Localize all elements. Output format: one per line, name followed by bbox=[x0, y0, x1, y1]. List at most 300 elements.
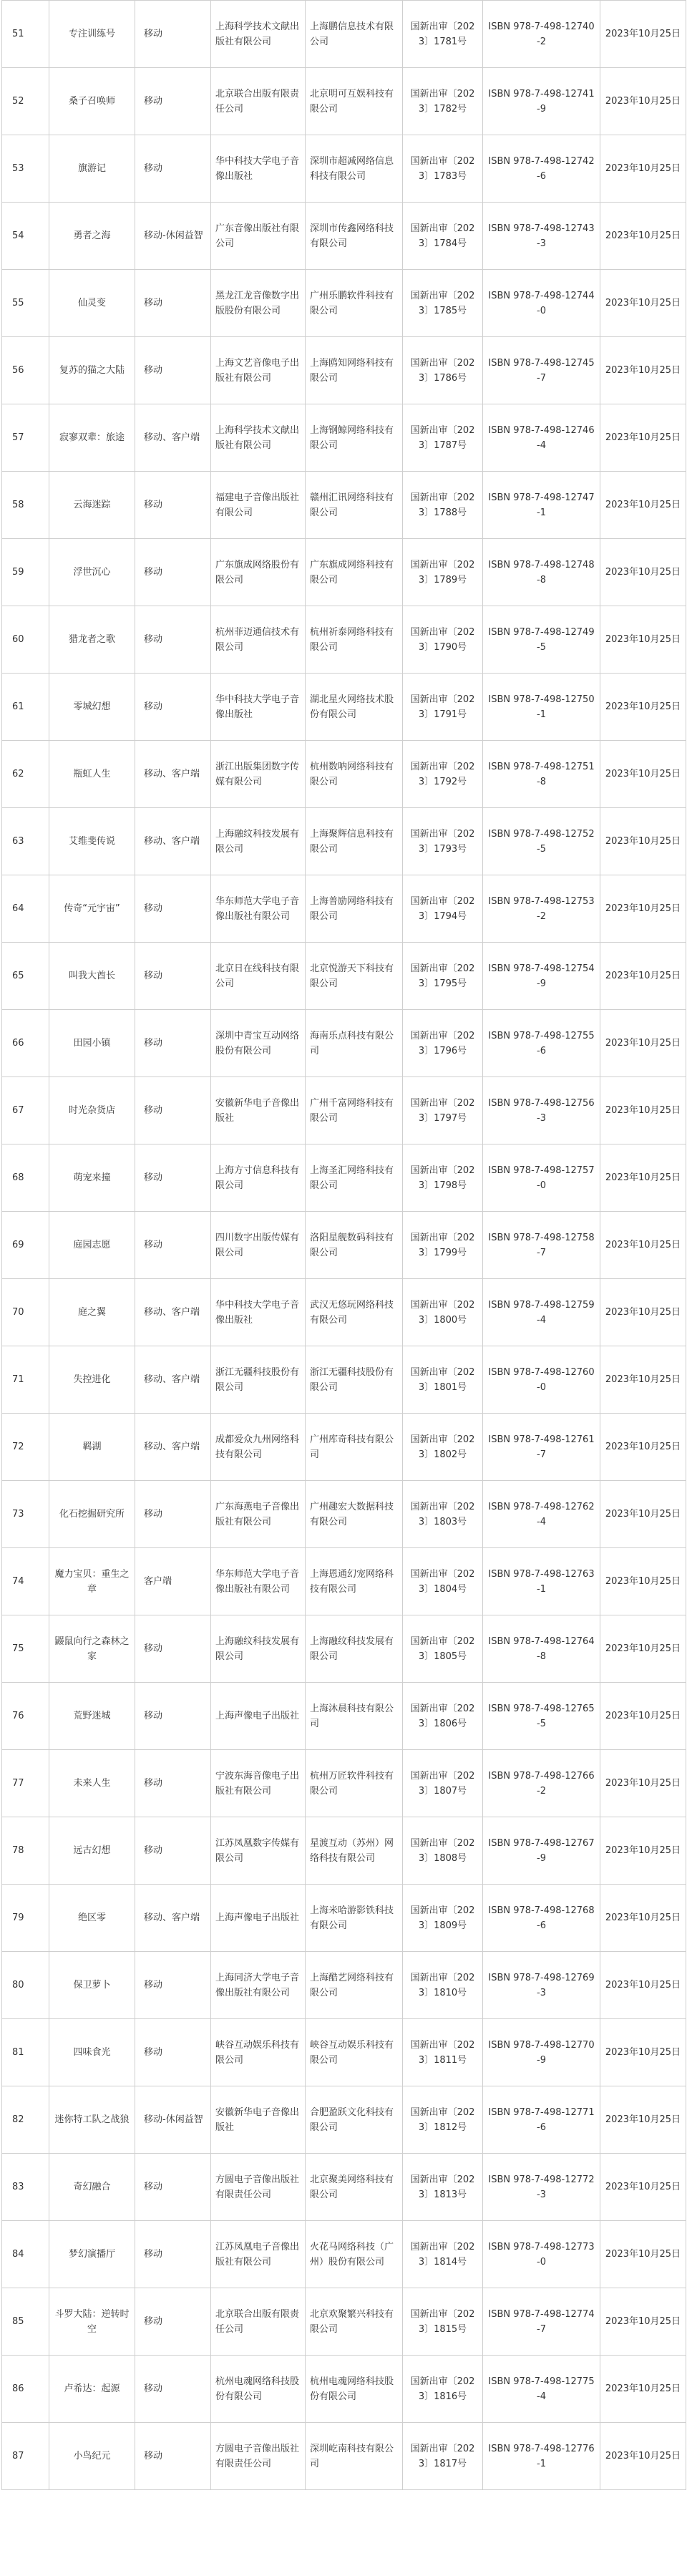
table-row bbox=[2, 1481, 686, 1548]
isbn: ISBN 978-7-498-12759-4 bbox=[483, 1279, 600, 1346]
row-number: 56 bbox=[2, 337, 49, 404]
approval-number: 国新出审〔2023〕1787号 bbox=[403, 404, 483, 472]
isbn: ISBN 978-7-498-12767-9 bbox=[483, 1817, 600, 1885]
publisher: 浙江无疆科技股份有限公司 bbox=[211, 1346, 306, 1414]
approval-number: 国新出审〔2023〕1788号 bbox=[403, 472, 483, 539]
row-number: 54 bbox=[2, 203, 49, 270]
row-number: 67 bbox=[2, 1077, 49, 1144]
table-row bbox=[2, 1885, 686, 1952]
approval-date: 2023年10月25日 bbox=[600, 674, 686, 741]
approval-number: 国新出审〔2023〕1814号 bbox=[403, 2221, 483, 2288]
publisher: 华东师范大学电子音像出版社有限公司 bbox=[211, 875, 306, 943]
isbn: ISBN 978-7-498-12740-2 bbox=[483, 1, 600, 68]
isbn: ISBN 978-7-498-12774-7 bbox=[483, 2288, 600, 2356]
approval-date: 2023年10月25日 bbox=[600, 1144, 686, 1212]
row-number: 64 bbox=[2, 875, 49, 943]
approval-date: 2023年10月25日 bbox=[600, 1346, 686, 1414]
game-name: 庭之翼 bbox=[49, 1279, 135, 1346]
table-row bbox=[2, 1279, 686, 1346]
approval-date: 2023年10月25日 bbox=[600, 1952, 686, 2019]
game-type: 移动 bbox=[135, 1952, 211, 2019]
approval-date: 2023年10月25日 bbox=[600, 1615, 686, 1683]
approval-number: 国新出审〔2023〕1791号 bbox=[403, 674, 483, 741]
publisher: 上海方寸信息科技有限公司 bbox=[211, 1144, 306, 1212]
approval-number: 国新出审〔2023〕1805号 bbox=[403, 1615, 483, 1683]
operator: 北京聚美网络科技有限公司 bbox=[306, 2154, 403, 2221]
approval-number: 国新出审〔2023〕1809号 bbox=[403, 1885, 483, 1952]
approval-number: 国新出审〔2023〕1817号 bbox=[403, 2423, 483, 2490]
table-row bbox=[2, 1683, 686, 1750]
row-number: 79 bbox=[2, 1885, 49, 1952]
table-row bbox=[2, 1144, 686, 1212]
game-name: 未来人生 bbox=[49, 1750, 135, 1817]
isbn: ISBN 978-7-498-12760-0 bbox=[483, 1346, 600, 1414]
row-number: 87 bbox=[2, 2423, 49, 2490]
game-type: 移动、客户端 bbox=[135, 1885, 211, 1952]
row-number: 55 bbox=[2, 270, 49, 337]
game-type: 移动 bbox=[135, 539, 211, 606]
isbn: ISBN 978-7-498-12741-9 bbox=[483, 68, 600, 135]
approval-number: 国新出审〔2023〕1790号 bbox=[403, 606, 483, 674]
game-name: 失控进化 bbox=[49, 1346, 135, 1414]
row-number: 72 bbox=[2, 1414, 49, 1481]
game-name: 瓶虹人生 bbox=[49, 741, 135, 808]
approval-number: 国新出审〔2023〕1797号 bbox=[403, 1077, 483, 1144]
isbn: ISBN 978-7-498-12766-2 bbox=[483, 1750, 600, 1817]
operator: 广东旗成网络科技有限公司 bbox=[306, 539, 403, 606]
game-type: 移动 bbox=[135, 68, 211, 135]
game-type: 移动、客户端 bbox=[135, 741, 211, 808]
publisher: 成都爱众九州网络科技有限公司 bbox=[211, 1414, 306, 1481]
publisher: 安徽新华电子音像出版社 bbox=[211, 1077, 306, 1144]
approval-date: 2023年10月25日 bbox=[600, 472, 686, 539]
operator: 杭州祈泰网络科技有限公司 bbox=[306, 606, 403, 674]
game-name: 桑子召唤师 bbox=[49, 68, 135, 135]
approval-date: 2023年10月25日 bbox=[600, 2423, 686, 2490]
table-row bbox=[2, 472, 686, 539]
game-type: 移动 bbox=[135, 1481, 211, 1548]
game-type: 移动 bbox=[135, 135, 211, 203]
approval-date: 2023年10月25日 bbox=[600, 1212, 686, 1279]
approval-date: 2023年10月25日 bbox=[600, 270, 686, 337]
isbn: ISBN 978-7-498-12761-7 bbox=[483, 1414, 600, 1481]
game-name: 小鸟纪元 bbox=[49, 2423, 135, 2490]
operator: 杭州电魂网络科技股份有限公司 bbox=[306, 2356, 403, 2423]
game-name: 浮世沉心 bbox=[49, 539, 135, 606]
operator: 北京欢聚繁兴科技有限公司 bbox=[306, 2288, 403, 2356]
table-row bbox=[2, 1750, 686, 1817]
table-row bbox=[2, 1414, 686, 1481]
table-row bbox=[2, 1077, 686, 1144]
approval-number: 国新出审〔2023〕1807号 bbox=[403, 1750, 483, 1817]
game-name: 梦幻演播厅 bbox=[49, 2221, 135, 2288]
approval-number: 国新出审〔2023〕1815号 bbox=[403, 2288, 483, 2356]
operator: 火花马网络科技（广州）股份有限公司 bbox=[306, 2221, 403, 2288]
isbn: ISBN 978-7-498-12770-9 bbox=[483, 2019, 600, 2086]
approval-date: 2023年10月25日 bbox=[600, 2086, 686, 2154]
game-type: 移动 bbox=[135, 1683, 211, 1750]
approval-date: 2023年10月25日 bbox=[600, 1885, 686, 1952]
isbn: ISBN 978-7-498-12773-0 bbox=[483, 2221, 600, 2288]
table-row bbox=[2, 2154, 686, 2221]
approval-number: 国新出审〔2023〕1795号 bbox=[403, 943, 483, 1010]
approval-date: 2023年10月25日 bbox=[600, 2019, 686, 2086]
approval-number: 国新出审〔2023〕1781号 bbox=[403, 1, 483, 68]
table-row bbox=[2, 943, 686, 1010]
publisher: 杭州菲迈通信技术有限公司 bbox=[211, 606, 306, 674]
row-number: 74 bbox=[2, 1548, 49, 1615]
row-number: 61 bbox=[2, 674, 49, 741]
approval-date: 2023年10月25日 bbox=[600, 404, 686, 472]
game-name: 零城幻想 bbox=[49, 674, 135, 741]
table-row bbox=[2, 875, 686, 943]
game-type: 移动 bbox=[135, 1010, 211, 1077]
approval-number: 国新出审〔2023〕1800号 bbox=[403, 1279, 483, 1346]
game-name: 艾维斐传说 bbox=[49, 808, 135, 875]
publisher: 上海同济大学电子音像出版社有限公司 bbox=[211, 1952, 306, 2019]
game-type: 移动 bbox=[135, 2288, 211, 2356]
row-number: 81 bbox=[2, 2019, 49, 2086]
operator: 上海普励网络科技有限公司 bbox=[306, 875, 403, 943]
row-number: 68 bbox=[2, 1144, 49, 1212]
table-row bbox=[2, 2221, 686, 2288]
approval-date: 2023年10月25日 bbox=[600, 1750, 686, 1817]
approval-date: 2023年10月25日 bbox=[600, 808, 686, 875]
approval-number: 国新出审〔2023〕1799号 bbox=[403, 1212, 483, 1279]
game-name: 绝区零 bbox=[49, 1885, 135, 1952]
approval-number: 国新出审〔2023〕1796号 bbox=[403, 1010, 483, 1077]
game-type: 移动 bbox=[135, 1077, 211, 1144]
isbn: ISBN 978-7-498-12742-6 bbox=[483, 135, 600, 203]
row-number: 59 bbox=[2, 539, 49, 606]
isbn: ISBN 978-7-498-12775-4 bbox=[483, 2356, 600, 2423]
table-row bbox=[2, 2086, 686, 2154]
publisher: 上海声像电子出版社 bbox=[211, 1683, 306, 1750]
operator: 北京明可互娱科技有限公司 bbox=[306, 68, 403, 135]
operator: 合肥盈跃文化科技有限公司 bbox=[306, 2086, 403, 2154]
row-number: 78 bbox=[2, 1817, 49, 1885]
game-type: 移动、客户端 bbox=[135, 404, 211, 472]
operator: 上海聚辉信息科技有限公司 bbox=[306, 808, 403, 875]
game-type: 移动、客户端 bbox=[135, 1346, 211, 1414]
approval-number: 国新出审〔2023〕1810号 bbox=[403, 1952, 483, 2019]
isbn: ISBN 978-7-498-12753-2 bbox=[483, 875, 600, 943]
isbn: ISBN 978-7-498-12756-3 bbox=[483, 1077, 600, 1144]
approval-date: 2023年10月25日 bbox=[600, 1414, 686, 1481]
approval-date: 2023年10月25日 bbox=[600, 875, 686, 943]
row-number: 85 bbox=[2, 2288, 49, 2356]
table-row bbox=[2, 1346, 686, 1414]
approval-number: 国新出审〔2023〕1808号 bbox=[403, 1817, 483, 1885]
game-name: 化石挖掘研究所 bbox=[49, 1481, 135, 1548]
game-type: 移动 bbox=[135, 472, 211, 539]
approval-table bbox=[1, 0, 686, 2490]
isbn: ISBN 978-7-498-12757-0 bbox=[483, 1144, 600, 1212]
publisher: 上海声像电子出版社 bbox=[211, 1885, 306, 1952]
row-number: 60 bbox=[2, 606, 49, 674]
isbn: ISBN 978-7-498-12749-5 bbox=[483, 606, 600, 674]
game-type: 移动 bbox=[135, 2019, 211, 2086]
approval-number: 国新出审〔2023〕1783号 bbox=[403, 135, 483, 203]
approval-number: 国新出审〔2023〕1816号 bbox=[403, 2356, 483, 2423]
approval-date: 2023年10月25日 bbox=[600, 68, 686, 135]
table-row bbox=[2, 1212, 686, 1279]
publisher: 杭州电魂网络科技股份有限公司 bbox=[211, 2356, 306, 2423]
publisher: 北京日在线科技有限公司 bbox=[211, 943, 306, 1010]
publisher: 广东海燕电子音像出版社有限公司 bbox=[211, 1481, 306, 1548]
publisher: 方圆电子音像出版社有限责任公司 bbox=[211, 2423, 306, 2490]
isbn: ISBN 978-7-498-12764-8 bbox=[483, 1615, 600, 1683]
operator: 杭州数呐网络科技有限公司 bbox=[306, 741, 403, 808]
game-name: 魔力宝贝：重生之章 bbox=[49, 1548, 135, 1615]
isbn: ISBN 978-7-498-12754-9 bbox=[483, 943, 600, 1010]
isbn: ISBN 978-7-498-12769-3 bbox=[483, 1952, 600, 2019]
publisher: 北京联合出版有限责任公司 bbox=[211, 2288, 306, 2356]
game-name: 寂寥双辈：旅途 bbox=[49, 404, 135, 472]
row-number: 80 bbox=[2, 1952, 49, 2019]
isbn: ISBN 978-7-498-12750-1 bbox=[483, 674, 600, 741]
table-body bbox=[2, 1, 686, 2490]
table-row bbox=[2, 606, 686, 674]
game-type: 移动 bbox=[135, 337, 211, 404]
approval-date: 2023年10月25日 bbox=[600, 135, 686, 203]
operator: 广州千富网络科技有限公司 bbox=[306, 1077, 403, 1144]
row-number: 57 bbox=[2, 404, 49, 472]
approval-number: 国新出审〔2023〕1786号 bbox=[403, 337, 483, 404]
publisher: 黑龙江龙音像数字出版股份有限公司 bbox=[211, 270, 306, 337]
publisher: 华东师范大学电子音像出版社有限公司 bbox=[211, 1548, 306, 1615]
publisher: 北京联合出版有限责任公司 bbox=[211, 68, 306, 135]
row-number: 84 bbox=[2, 2221, 49, 2288]
publisher: 安徽新华电子音像出版社 bbox=[211, 2086, 306, 2154]
approval-number: 国新出审〔2023〕1803号 bbox=[403, 1481, 483, 1548]
game-name: 旗游记 bbox=[49, 135, 135, 203]
operator: 上海鸥知网络科技有限公司 bbox=[306, 337, 403, 404]
operator: 上海恩通幻宠网络科技有限公司 bbox=[306, 1548, 403, 1615]
publisher: 峡谷互动娱乐科技有限公司 bbox=[211, 2019, 306, 2086]
table-row bbox=[2, 1952, 686, 2019]
game-type: 移动-休闲益智 bbox=[135, 2086, 211, 2154]
operator: 上海沐晨科技有限公司 bbox=[306, 1683, 403, 1750]
game-name: 勇者之海 bbox=[49, 203, 135, 270]
approval-number: 国新出审〔2023〕1813号 bbox=[403, 2154, 483, 2221]
isbn: ISBN 978-7-498-12762-4 bbox=[483, 1481, 600, 1548]
game-type: 移动 bbox=[135, 2356, 211, 2423]
game-name: 仙灵变 bbox=[49, 270, 135, 337]
operator: 上海钢鲸网络科技有限公司 bbox=[306, 404, 403, 472]
approval-date: 2023年10月25日 bbox=[600, 2356, 686, 2423]
approval-date: 2023年10月25日 bbox=[600, 1481, 686, 1548]
game-type: 移动 bbox=[135, 1817, 211, 1885]
approval-date: 2023年10月25日 bbox=[600, 741, 686, 808]
isbn: ISBN 978-7-498-12752-5 bbox=[483, 808, 600, 875]
operator: 峡谷互动娱乐科技有限公司 bbox=[306, 2019, 403, 2086]
table-row bbox=[2, 2019, 686, 2086]
table-row bbox=[2, 808, 686, 875]
game-name: 时光杂货店 bbox=[49, 1077, 135, 1144]
game-name: 卢希达：起源 bbox=[49, 2356, 135, 2423]
game-type: 客户端 bbox=[135, 1548, 211, 1615]
isbn: ISBN 978-7-498-12751-8 bbox=[483, 741, 600, 808]
game-name: 猎龙者之歌 bbox=[49, 606, 135, 674]
game-name: 羁湖 bbox=[49, 1414, 135, 1481]
game-type: 移动、客户端 bbox=[135, 1279, 211, 1346]
isbn: ISBN 978-7-498-12748-8 bbox=[483, 539, 600, 606]
publisher: 宁波东海音像电子出版社有限公司 bbox=[211, 1750, 306, 1817]
row-number: 83 bbox=[2, 2154, 49, 2221]
game-name: 鼹鼠向行之森林之家 bbox=[49, 1615, 135, 1683]
publisher: 华中科技大学电子音像出版社 bbox=[211, 135, 306, 203]
game-type: 移动 bbox=[135, 270, 211, 337]
isbn: ISBN 978-7-498-12744-0 bbox=[483, 270, 600, 337]
approval-date: 2023年10月25日 bbox=[600, 606, 686, 674]
game-name: 奇幻融合 bbox=[49, 2154, 135, 2221]
table-row bbox=[2, 337, 686, 404]
game-name: 远古幻想 bbox=[49, 1817, 135, 1885]
row-number: 86 bbox=[2, 2356, 49, 2423]
game-name: 斗罗大陆：逆转时空 bbox=[49, 2288, 135, 2356]
game-name: 保卫萝卜 bbox=[49, 1952, 135, 2019]
operator: 深圳屹南科技有限公司 bbox=[306, 2423, 403, 2490]
publisher: 方圆电子音像出版社有限责任公司 bbox=[211, 2154, 306, 2221]
publisher: 四川数字出版传媒有限公司 bbox=[211, 1212, 306, 1279]
table-row bbox=[2, 404, 686, 472]
publisher: 华中科技大学电子音像出版社 bbox=[211, 1279, 306, 1346]
approval-date: 2023年10月25日 bbox=[600, 337, 686, 404]
game-type: 移动 bbox=[135, 2423, 211, 2490]
row-number: 63 bbox=[2, 808, 49, 875]
approval-number: 国新出审〔2023〕1798号 bbox=[403, 1144, 483, 1212]
game-type: 移动、客户端 bbox=[135, 808, 211, 875]
game-name: 萌宠来撞 bbox=[49, 1144, 135, 1212]
approval-number: 国新出审〔2023〕1782号 bbox=[403, 68, 483, 135]
approval-date: 2023年10月25日 bbox=[600, 943, 686, 1010]
approval-date: 2023年10月25日 bbox=[600, 539, 686, 606]
operator: 星渡互动（苏州）网络科技有限公司 bbox=[306, 1817, 403, 1885]
approval-number: 国新出审〔2023〕1794号 bbox=[403, 875, 483, 943]
operator: 深圳市传鑫网络科技有限公司 bbox=[306, 203, 403, 270]
row-number: 51 bbox=[2, 1, 49, 68]
game-type: 移动-休闲益智 bbox=[135, 203, 211, 270]
isbn: ISBN 978-7-498-12758-7 bbox=[483, 1212, 600, 1279]
game-name: 传奇“元宇宙” bbox=[49, 875, 135, 943]
game-type: 移动 bbox=[135, 1144, 211, 1212]
operator: 浙江无疆科技股份有限公司 bbox=[306, 1346, 403, 1414]
approval-number: 国新出审〔2023〕1784号 bbox=[403, 203, 483, 270]
table-row bbox=[2, 2423, 686, 2490]
row-number: 53 bbox=[2, 135, 49, 203]
game-type: 移动 bbox=[135, 875, 211, 943]
publisher: 广东旗成网络股份有限公司 bbox=[211, 539, 306, 606]
game-name: 云海迷踪 bbox=[49, 472, 135, 539]
table-row bbox=[2, 1010, 686, 1077]
publisher: 上海文艺音像电子出版社有限公司 bbox=[211, 337, 306, 404]
approval-number: 国新出审〔2023〕1801号 bbox=[403, 1346, 483, 1414]
game-name: 荒野迷城 bbox=[49, 1683, 135, 1750]
row-number: 77 bbox=[2, 1750, 49, 1817]
row-number: 75 bbox=[2, 1615, 49, 1683]
approval-date: 2023年10月25日 bbox=[600, 1817, 686, 1885]
operator: 上海米哈游影铁科技有限公司 bbox=[306, 1885, 403, 1952]
row-number: 62 bbox=[2, 741, 49, 808]
publisher: 上海科学技术文献出版社有限公司 bbox=[211, 1, 306, 68]
approval-number: 国新出审〔2023〕1785号 bbox=[403, 270, 483, 337]
table-row bbox=[2, 203, 686, 270]
table-row bbox=[2, 1548, 686, 1615]
approval-date: 2023年10月25日 bbox=[600, 1548, 686, 1615]
game-type: 移动 bbox=[135, 943, 211, 1010]
table-row bbox=[2, 1817, 686, 1885]
publisher: 福建电子音像出版社有限公司 bbox=[211, 472, 306, 539]
operator: 洛阳星舰数码科技有限公司 bbox=[306, 1212, 403, 1279]
game-name: 田园小镇 bbox=[49, 1010, 135, 1077]
approval-number: 国新出审〔2023〕1811号 bbox=[403, 2019, 483, 2086]
game-type: 移动 bbox=[135, 1750, 211, 1817]
approval-number: 国新出审〔2023〕1806号 bbox=[403, 1683, 483, 1750]
operator: 上海鹏信息技术有限公司 bbox=[306, 1, 403, 68]
approval-number: 国新出审〔2023〕1792号 bbox=[403, 741, 483, 808]
game-type: 移动 bbox=[135, 606, 211, 674]
row-number: 65 bbox=[2, 943, 49, 1010]
table-row bbox=[2, 2356, 686, 2423]
operator: 北京悦游天下科技有限公司 bbox=[306, 943, 403, 1010]
game-name: 专注训练号 bbox=[49, 1, 135, 68]
approval-date: 2023年10月25日 bbox=[600, 1683, 686, 1750]
isbn: ISBN 978-7-498-12743-3 bbox=[483, 203, 600, 270]
isbn: ISBN 978-7-498-12771-6 bbox=[483, 2086, 600, 2154]
approval-date: 2023年10月25日 bbox=[600, 1279, 686, 1346]
approval-number: 国新出审〔2023〕1812号 bbox=[403, 2086, 483, 2154]
approval-number: 国新出审〔2023〕1802号 bbox=[403, 1414, 483, 1481]
game-name: 庭园志愿 bbox=[49, 1212, 135, 1279]
operator: 武汉无悠玩网络科技有限公司 bbox=[306, 1279, 403, 1346]
game-type: 移动 bbox=[135, 1, 211, 68]
table-row bbox=[2, 674, 686, 741]
table-row bbox=[2, 539, 686, 606]
operator: 上海酷艺网络科技有限公司 bbox=[306, 1952, 403, 2019]
isbn: ISBN 978-7-498-12755-6 bbox=[483, 1010, 600, 1077]
game-type: 移动 bbox=[135, 1212, 211, 1279]
game-type: 移动 bbox=[135, 674, 211, 741]
isbn: ISBN 978-7-498-12747-1 bbox=[483, 472, 600, 539]
table-row bbox=[2, 270, 686, 337]
operator: 湖北星火网络技术股份有限公司 bbox=[306, 674, 403, 741]
row-number: 71 bbox=[2, 1346, 49, 1414]
game-name: 迷你特工队之战狼 bbox=[49, 2086, 135, 2154]
table-row bbox=[2, 2288, 686, 2356]
isbn: ISBN 978-7-498-12765-5 bbox=[483, 1683, 600, 1750]
table-row bbox=[2, 1615, 686, 1683]
row-number: 58 bbox=[2, 472, 49, 539]
operator: 上海融纹科技发展有限公司 bbox=[306, 1615, 403, 1683]
publisher: 江苏凤凰电子音像出版社有限公司 bbox=[211, 2221, 306, 2288]
approval-date: 2023年10月25日 bbox=[600, 1077, 686, 1144]
game-name: 复苏的猫之大陆 bbox=[49, 337, 135, 404]
approval-date: 2023年10月25日 bbox=[600, 2154, 686, 2221]
isbn: ISBN 978-7-498-12768-6 bbox=[483, 1885, 600, 1952]
publisher: 深圳中青宝互动网络股份有限公司 bbox=[211, 1010, 306, 1077]
operator: 深圳市超减网络信息科技有限公司 bbox=[306, 135, 403, 203]
approval-date: 2023年10月25日 bbox=[600, 2288, 686, 2356]
isbn: ISBN 978-7-498-12746-4 bbox=[483, 404, 600, 472]
approval-number: 国新出审〔2023〕1793号 bbox=[403, 808, 483, 875]
table-row bbox=[2, 135, 686, 203]
approval-date: 2023年10月25日 bbox=[600, 203, 686, 270]
operator: 上海圣汇网络科技有限公司 bbox=[306, 1144, 403, 1212]
approval-number: 国新出审〔2023〕1804号 bbox=[403, 1548, 483, 1615]
isbn: ISBN 978-7-498-12763-1 bbox=[483, 1548, 600, 1615]
operator: 广州库奇科技有限公司 bbox=[306, 1414, 403, 1481]
